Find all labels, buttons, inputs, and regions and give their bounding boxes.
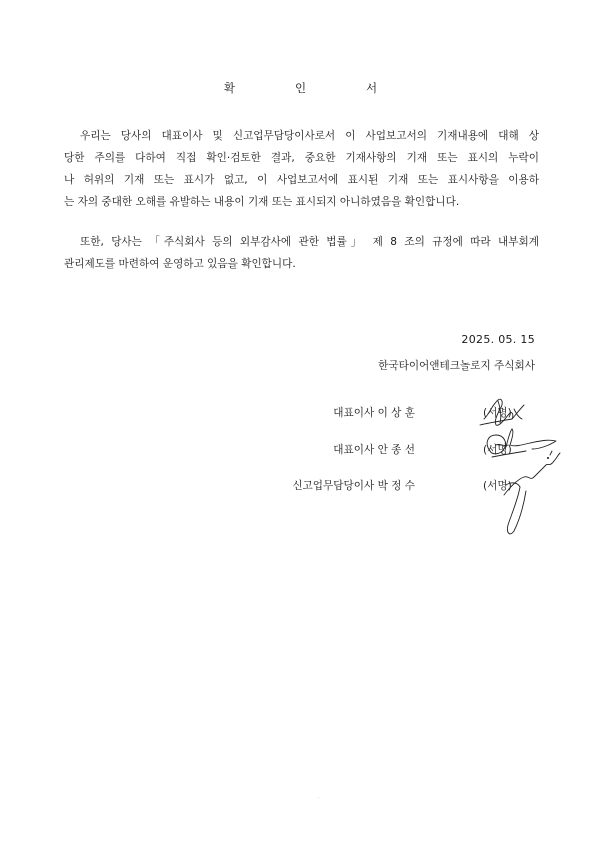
signer-title: 대표이사 — [333, 444, 375, 456]
signer-title: 대표이사 — [333, 407, 375, 419]
paragraph-line: 또한, 당사는 「주식회사 등의 외부감사에 관한 법률」 제 8 조의 규정에 따라 내부회계 — [80, 236, 539, 248]
paragraph-line: 나 허위의 기재 또는 표시가 없고, 이 사업보고서에 표시된 기재 또는 표시사항을 이용하 — [64, 174, 539, 186]
title-char: 확 — [223, 81, 235, 95]
signer-row — [292, 478, 415, 493]
document-title — [0, 80, 601, 96]
internal-control-paragraph — [64, 231, 539, 275]
confirmation-paragraph — [64, 125, 539, 213]
signature-label: (서명) — [483, 444, 512, 456]
signer-row — [333, 405, 415, 420]
signer-name: 이 상 훈 — [377, 407, 415, 419]
company-name: 한국타이어앤테크놀로지 주식회사 — [378, 360, 535, 372]
signer-title: 신고업무담당이사 — [292, 480, 375, 492]
signer-name: 안 종 선 — [377, 444, 415, 456]
signer-row — [333, 442, 415, 457]
paragraph-line: 당한 주의를 다하여 직접 확인·검토한 결과, 중요한 기재사항의 기재 또는 표시의 누락이 — [64, 152, 539, 164]
signer-name: 박 정 수 — [377, 480, 415, 492]
scan-artifact — [318, 797, 319, 798]
paragraph-line: 관리제도를 마련하여 운영하고 있음을 확인합니다. — [64, 258, 296, 270]
signature-label: (서명) — [483, 407, 512, 419]
paragraph-line: 는 자의 중대한 오해를 유발하는 내용이 기재 또는 표시되지 아니하였음을 확인합니다. — [64, 196, 460, 208]
signature-label: (서명) — [483, 480, 512, 492]
title-char: 서 — [366, 81, 378, 95]
paragraph-line: 우리는 당사의 대표이사 및 신고업무담당이사로서 이 사업보고서의 기재내용에 대해 상 — [80, 130, 539, 142]
document-date: 2025. 05. 15 — [461, 333, 535, 346]
title-char: 인 — [294, 81, 307, 95]
